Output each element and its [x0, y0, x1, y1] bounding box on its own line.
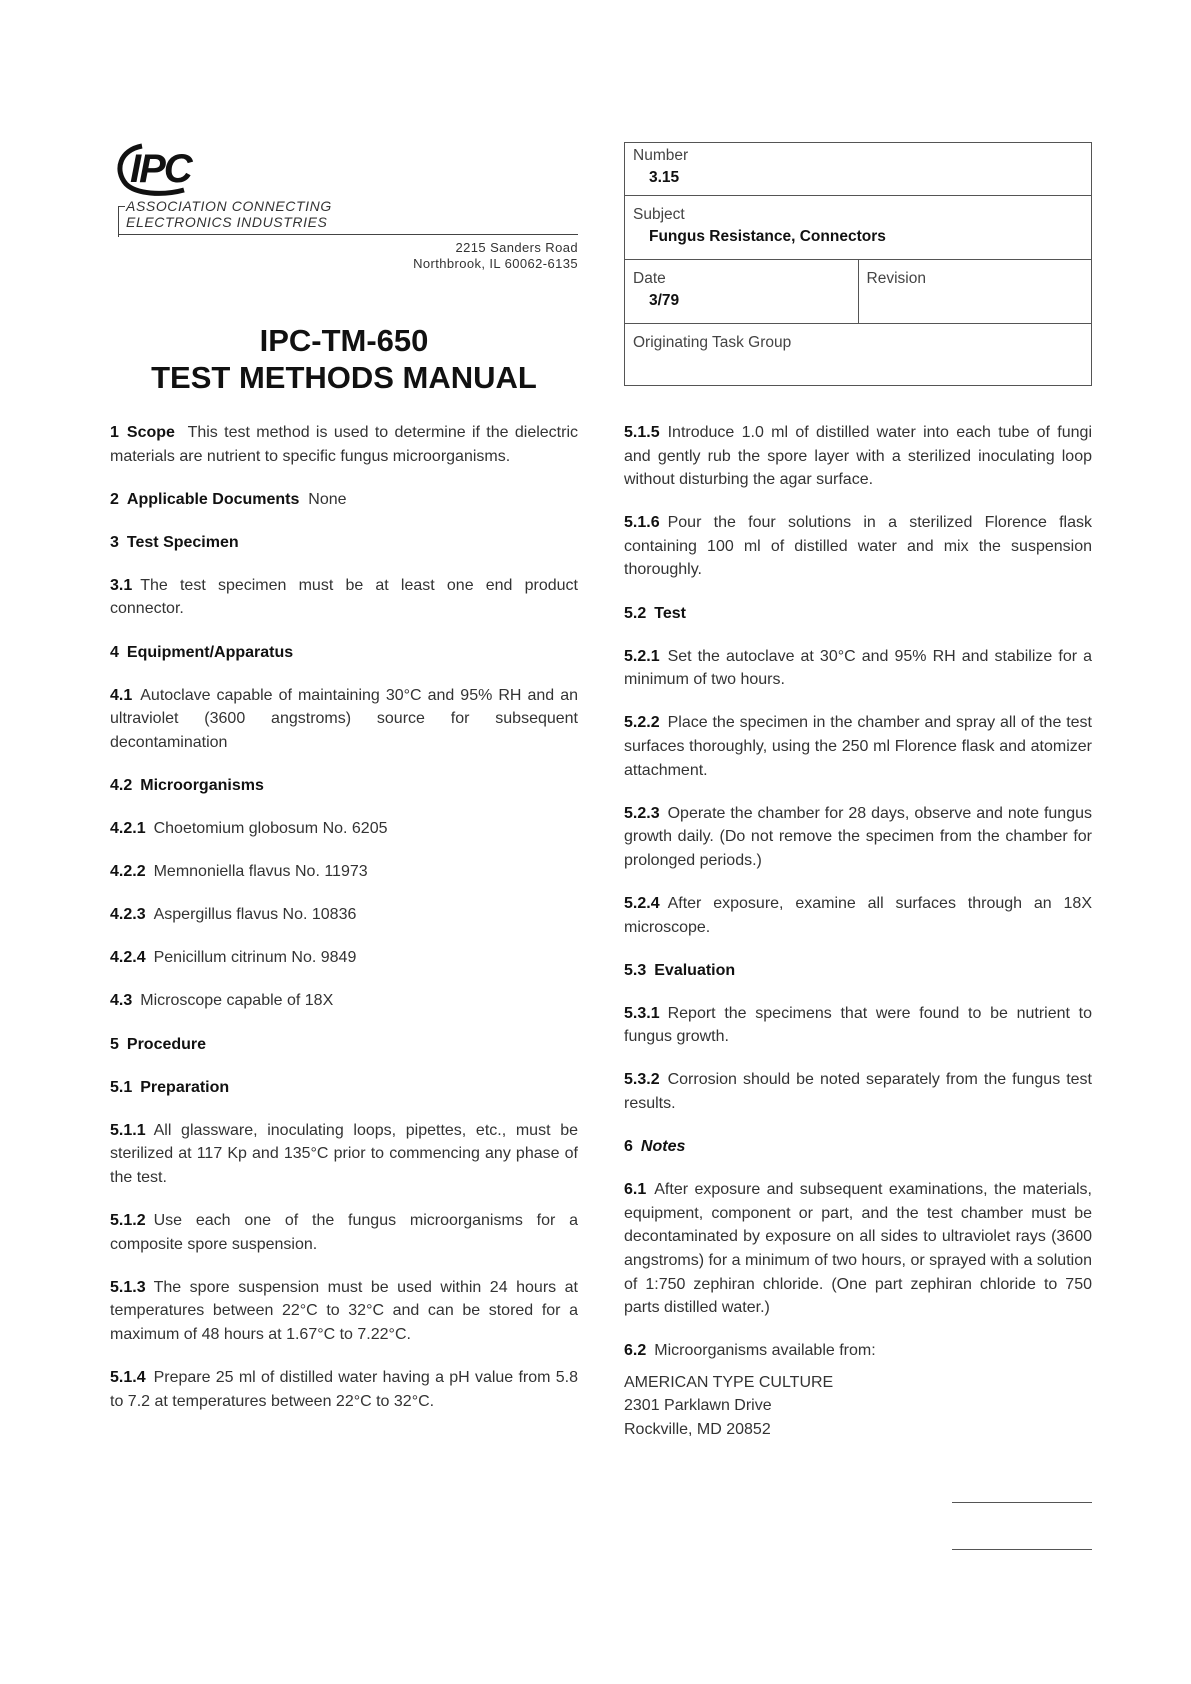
number-label: Number: [633, 147, 689, 164]
section-heading: Scope: [126, 424, 175, 441]
section-number: 5.1.4: [110, 1368, 146, 1386]
section-text: All glassware, inoculating loops, pipettes, etc., must be sterilized at 117 Kp and 135°C prior to commencing any phase of the test.: [110, 1121, 578, 1186]
section-paragraph: [110, 817, 578, 841]
section-heading: Procedure: [126, 1035, 207, 1053]
section-paragraph: [110, 1119, 578, 1190]
document-info-table: [624, 142, 1092, 386]
section-heading: Applicable Documents: [126, 490, 300, 508]
section-number: 5.1.3: [110, 1278, 146, 1296]
revision-cell: [858, 260, 1092, 324]
task-group-label: Originating Task Group: [633, 334, 792, 351]
section-number: 5.2.2: [624, 714, 660, 732]
section-paragraph: [110, 1209, 578, 1256]
section-number: 2: [110, 490, 119, 508]
right-column: [624, 421, 1092, 1442]
section-text: Penicillum citrinum No. 9849: [153, 949, 357, 967]
section-text: Choetomium globosum No. 6205: [153, 820, 388, 838]
section-paragraph: [110, 946, 578, 970]
left-column: [110, 421, 578, 1433]
section-paragraph: [110, 421, 578, 468]
supplier-address-line: Rockville, MD 20852: [624, 1421, 771, 1438]
section-paragraph: [110, 488, 578, 512]
section-text: Report the specimens that were found to be nutrient to fungus growth.: [624, 1004, 1092, 1046]
section-paragraph: [110, 860, 578, 884]
section-number: 1: [110, 424, 119, 441]
section-text: Prepare 25 ml of distilled water having a pH value from 5.8 to 7.2 at temperatures between 22°C to 32°C.: [110, 1368, 578, 1410]
section-number: 4.2.2: [110, 863, 146, 881]
section-paragraph: [624, 645, 1092, 692]
date-cell: [625, 260, 859, 324]
section-paragraph: [624, 892, 1092, 939]
section-number: 5.3: [624, 961, 647, 979]
section-text: Aspergillus flavus No. 10836: [153, 906, 357, 924]
revision-label: Revision: [866, 270, 926, 287]
section-number: 6.1: [624, 1181, 647, 1199]
section-text: None: [308, 490, 347, 508]
section-text: Memnoniella flavus No. 11973: [153, 863, 368, 881]
number-value: 3.15: [649, 169, 680, 186]
section-paragraph: [110, 1033, 578, 1057]
section-text: Introduce 1.0 ml of distilled water into each tube of fungi and gently rub the spore layer with a sterilized inoculating loop without disturbing the agar surface.: [624, 424, 1092, 489]
address: [300, 240, 578, 272]
section-heading: Test: [654, 604, 686, 622]
section-paragraph: [624, 1339, 1092, 1363]
section-paragraph: [624, 802, 1092, 873]
section-number: 6.2: [624, 1342, 647, 1360]
section-number: 5: [110, 1035, 119, 1053]
section-number: 4.3: [110, 992, 133, 1010]
subject-value: Fungus Resistance, Connectors: [649, 228, 886, 245]
section-heading: Test Specimen: [126, 533, 239, 551]
date-label: Date: [633, 270, 666, 287]
section-paragraph: [624, 1068, 1092, 1115]
svg-text:IPC: IPC: [130, 147, 191, 191]
section-number: 4.2: [110, 776, 133, 794]
section-text: Use each one of the fungus microorganisms for a composite spore suspension.: [110, 1211, 578, 1253]
supplier-address: [624, 1371, 1092, 1442]
section-number: 5.1.6: [624, 514, 660, 532]
section-number: 5.2.1: [624, 647, 660, 665]
org-bracket: [118, 206, 125, 237]
section-number: 5.3.2: [624, 1071, 660, 1089]
section-text: Operate the chamber for 28 days, observe and note fungus growth daily. (Do not remove the specimen from the chamber for prolonged periods.): [624, 804, 1092, 869]
section-paragraph: [624, 421, 1092, 492]
supplier-address-line: AMERICAN TYPE CULTURE: [624, 1373, 834, 1391]
section-text: This test method is used to determine if the dielectric materials are nutrient to specific fungus microorganisms.: [110, 424, 578, 465]
section-paragraph: [110, 574, 578, 621]
section-paragraph: [624, 1178, 1092, 1320]
footer-line-1: [952, 1502, 1092, 1503]
number-cell: [625, 143, 1092, 196]
section-heading: Preparation: [140, 1078, 230, 1096]
section-paragraph: [110, 903, 578, 927]
section-text: Corrosion should be noted separately from the fungus test results.: [624, 1071, 1092, 1112]
manual-title: [110, 322, 578, 396]
section-paragraph: [624, 959, 1092, 983]
section-text: The spore suspension must be used within 24 hours at temperatures between 22°C to 32°C and can be stored for a maximum of 48 hours at 1.67°C to 7.22°C.: [110, 1278, 578, 1343]
section-number: 5.1.2: [110, 1211, 146, 1229]
header-rule: [118, 234, 578, 235]
section-number: 6: [624, 1138, 633, 1156]
address-line-2: Northbrook, IL 60062-6135: [413, 256, 578, 271]
section-heading: Notes: [640, 1138, 686, 1156]
section-number: 5.1.5: [624, 424, 660, 441]
section-number: 3: [110, 533, 119, 551]
section-paragraph: [110, 1276, 578, 1347]
section-heading: Equipment/Apparatus: [126, 643, 294, 661]
title-line-2: TEST METHODS MANUAL: [151, 360, 537, 395]
section-number: 3.1: [110, 576, 133, 594]
title-line-1: IPC-TM-650: [259, 323, 429, 358]
section-number: 4: [110, 643, 119, 661]
section-paragraph: [110, 641, 578, 665]
section-text: Pour the four solutions in a sterilized Florence flask containing 100 ml of distilled water and mix the suspension thoroughly.: [624, 514, 1092, 579]
address-line-1: 2215 Sanders Road: [455, 240, 578, 255]
section-text: After exposure and subsequent examinations, the materials, equipment, component or part, and the test chamber must be decontaminated by exposure on all sides to ultraviolet rays (3600 angstroms) for a minimum of two hours, or sprayed with a solution of 1:750 zephiran chloride. (One part zephiran chloride to 750 parts distilled water.): [624, 1181, 1092, 1317]
section-paragraph: [110, 531, 578, 555]
section-text: The test specimen must be at least one end product connector.: [110, 576, 578, 618]
section-text: Microscope capable of 18X: [140, 992, 334, 1010]
section-text: After exposure, examine all surfaces through an 18X microscope.: [624, 894, 1092, 936]
date-value: 3/79: [649, 292, 680, 309]
section-heading: Microorganisms: [140, 776, 264, 794]
section-paragraph: [624, 511, 1092, 582]
section-number: 5.2.4: [624, 894, 660, 912]
section-paragraph: [624, 711, 1092, 782]
section-paragraph: [624, 602, 1092, 626]
section-number: 5.2: [624, 604, 647, 622]
section-number: 4.1: [110, 686, 133, 704]
section-number: 4.2.3: [110, 906, 146, 924]
section-heading: Evaluation: [654, 961, 736, 979]
section-paragraph: [110, 774, 578, 798]
ipc-logo: [112, 140, 222, 196]
section-paragraph: [624, 1135, 1092, 1159]
section-number: 5.3.1: [624, 1004, 660, 1022]
footer-line-2: [952, 1549, 1092, 1550]
section-text: Autoclave capable of maintaining 30°C and 95% RH and an ultraviolet (3600 angstroms) source for subsequent decontamination: [110, 686, 578, 751]
section-paragraph: [624, 1002, 1092, 1049]
section-text: Place the specimen in the chamber and spray all of the test surfaces thoroughly, using the 250 ml Florence flask and atomizer attachment.: [624, 714, 1092, 779]
subject-cell: [625, 196, 1092, 260]
section-paragraph: [110, 989, 578, 1013]
section-number: 5.1: [110, 1078, 133, 1096]
org-name: [126, 198, 332, 230]
section-paragraph: [110, 684, 578, 755]
section-paragraph: [110, 1366, 578, 1413]
org-line-1: ASSOCIATION CONNECTING: [126, 198, 332, 214]
section-text: Set the autoclave at 30°C and 95% RH and stabilize for a minimum of two hours.: [624, 647, 1092, 689]
section-number: 5.2.3: [624, 804, 660, 822]
subject-label: Subject: [633, 206, 685, 223]
supplier-address-line: 2301 Parklawn Drive: [624, 1397, 772, 1415]
org-line-2: ELECTRONICS INDUSTRIES: [126, 214, 328, 230]
section-text: Microorganisms available from:: [654, 1342, 876, 1360]
section-number: 4.2.1: [110, 820, 146, 838]
section-number: 4.2.4: [110, 949, 146, 967]
task-group-cell: [625, 324, 1092, 386]
section-paragraph: [110, 1076, 578, 1100]
section-number: 5.1.1: [110, 1121, 146, 1139]
